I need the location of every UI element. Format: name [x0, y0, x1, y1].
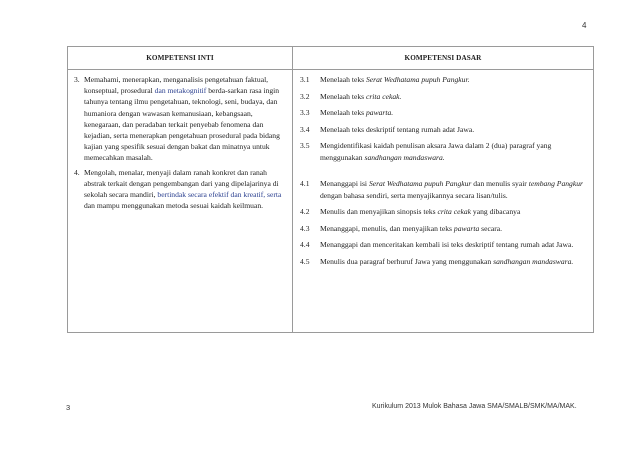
kd-item-text: crita cekak	[437, 207, 472, 216]
kd-gap	[300, 168, 589, 178]
kd-item	[300, 140, 589, 163]
kd-list-knowledge	[300, 74, 589, 163]
table-row	[68, 70, 594, 333]
kd-item-text: dengan bahasa sendiri, serta menyajikannya secara lisan/tulis.	[320, 190, 508, 200]
kd-item-number: 4.2	[300, 207, 310, 216]
kd-item	[300, 74, 589, 86]
kd-item-text: dan menulis syair	[471, 179, 529, 188]
kd-item-number: 3.1	[300, 75, 310, 84]
kd-item-number: 3.5	[300, 141, 310, 150]
kd-item-text: tembang Pangkur	[528, 179, 583, 188]
ki-item-text: berda-sarkan rasa ingin tahunya tentang ilmu pengetahuan, teknologi, seni, budaya, dan humaniora dengan wawasan kemanusiaan, kebangsaan, kenegaraan, dan peradaban terkait penyebab fenomena dan kejadian, serta menerapkan pengetahuan prosedural pada bidang kajian yang spesifik sesuai dengan bakat dan minatnya untuk memecahkan masalah.	[84, 86, 280, 163]
kd-item-text: Menulis dan menyajikan sinopsis teks	[320, 207, 438, 216]
kd-item-number: 4.5	[300, 256, 310, 266]
ki-item-text: bertindak secara efektif dan kreatif, serta	[157, 190, 282, 200]
kd-item-text: Menelaah teks	[320, 108, 366, 117]
kd-item-text: Mengidentifikasi kaidah penulisan aksara Jawa dalam 2 (dua) paragraf yang menggunakan	[320, 141, 552, 162]
kd-item-text: Menelaah teks deskriptif tentang rumah adat Jawa.	[320, 124, 475, 134]
kd-item-text: Menanggapi dan menceritakan kembali isi teks deskriptif tentang rumah adat Jawa.	[320, 240, 574, 249]
kd-item	[300, 206, 589, 218]
header-kompetensi-inti: KOMPETENSI INTI	[68, 47, 293, 70]
ki-item-text: Memahami, menerapkan, menganalisis pengetahuan faktual, konseptual, prosedural	[84, 75, 269, 96]
page-number-top: 4	[582, 21, 587, 30]
kd-item	[300, 223, 589, 235]
kd-item-text: Menanggapi, menulis, dan menyajikan teks	[320, 223, 454, 233]
footer-page-number: 3	[66, 403, 71, 412]
kd-item	[300, 178, 589, 201]
ki-item	[74, 74, 288, 164]
kd-item	[300, 124, 589, 136]
kd-item-text: secara.	[479, 223, 503, 233]
footer-curriculum-label: Kurikulum 2013 Mulok Bahasa Jawa SMA/SMALB/SMK/MA/MAK.	[372, 403, 577, 410]
kd-item-number: 3.3	[300, 108, 310, 117]
ki-cell	[68, 70, 293, 333]
kd-item	[300, 239, 589, 251]
kd-item-text: sandhangan mandaswara.	[364, 152, 445, 162]
kd-item-number: 3.4	[300, 124, 310, 134]
header-kompetensi-dasar: KOMPETENSI DASAR	[293, 47, 594, 70]
kd-item	[300, 256, 589, 268]
kd-item	[300, 91, 589, 103]
kd-item-text: Menelaah teks	[320, 91, 366, 101]
kd-item-text: Menelaah teks	[320, 75, 366, 84]
kd-item-number: 4.4	[300, 240, 310, 249]
ki-list	[74, 74, 288, 211]
kompetensi-table	[67, 46, 594, 333]
ki-item-text: dan mampu menggunakan metoda sesuai kaidah keilmuan.	[84, 201, 264, 211]
kd-item-text: yang dibacanya	[471, 207, 521, 216]
table-header-row	[68, 47, 594, 70]
ki-item	[74, 167, 288, 212]
kd-item-text: Menanggapi isi	[320, 179, 369, 188]
kd-item-number: 4.3	[300, 223, 310, 233]
kd-item-number: 3.2	[300, 91, 310, 101]
ki-item-number: 3.	[74, 75, 80, 84]
ki-item-text: dan metakognitif	[154, 86, 207, 96]
kd-list-skills	[300, 178, 589, 267]
kd-item-text: Serat Wedhatama pupuh Pangkur	[368, 179, 472, 188]
kd-item-text: pawarta.	[365, 108, 394, 117]
kd-cell	[293, 70, 594, 333]
ki-item-number: 4.	[74, 167, 80, 177]
kd-item-number: 4.1	[300, 179, 310, 188]
kd-item-text: crita cekak.	[365, 91, 402, 101]
kd-item-text: pawarta	[453, 223, 480, 233]
kd-item	[300, 107, 589, 119]
kd-item-text: sandhangan mandaswara.	[493, 256, 574, 266]
kd-item-text: Menulis dua paragraf berhuruf Jawa yang menggunakan	[320, 256, 494, 266]
ki-item-text: Mengolah, menalar, menyaji dalam ranah konkret dan ranah abstrak terkait dengan pengembangan dari yang dipelajarinya di sekolah secara mandiri,	[84, 167, 279, 200]
kd-item-text: Serat Wedhatama pupuh Pangkur.	[365, 75, 470, 84]
